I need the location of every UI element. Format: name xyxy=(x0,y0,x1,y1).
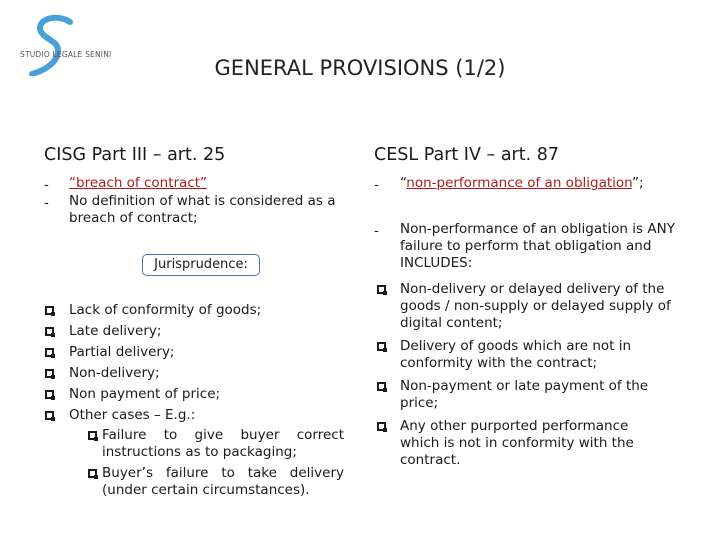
non-performance-link[interactable]: non-performance of an obligation xyxy=(406,175,632,191)
breach-of-contract-link[interactable]: “breach of contract” xyxy=(69,175,208,191)
checkbox-bullet-icon xyxy=(45,348,54,357)
left-dash-item-2: No definition of what is considered as a breach of contract; xyxy=(69,193,336,226)
checkbox-bullet-icon xyxy=(88,469,97,478)
checkbox-bullet-icon xyxy=(45,327,54,336)
right-bullet-1: Non-delivery or delayed delivery of the goods / non-supply or delayed supply of digital content; xyxy=(400,281,671,331)
left-dash-item-1 xyxy=(69,175,349,192)
page-title: GENERAL PROVISIONS (1/2) xyxy=(214,56,506,80)
checkbox-bullet-icon xyxy=(45,306,54,315)
checkbox-bullet-icon xyxy=(377,382,386,391)
right-bullet-3: Non-payment or late payment of the price; xyxy=(400,378,649,411)
left-sub-bullet-1: Failure to give buyer correct instructions as to packaging; xyxy=(102,427,344,460)
right-dash-item-2: Non-performance of an obligation is ANY failure to perform that obligation and INCLUDES: xyxy=(400,221,675,271)
right-bullet-2: Delivery of goods which are not in conformity with the contract; xyxy=(400,338,632,371)
left-bullet-2: Late delivery; xyxy=(69,323,162,339)
right-bullet-4: Any other purported performance which is not in conformity with the contract. xyxy=(400,418,634,468)
checkbox-bullet-icon xyxy=(45,369,54,378)
left-dash-marker-1: - xyxy=(44,177,49,193)
right-dash-marker-2: - xyxy=(374,223,379,239)
checkbox-bullet-icon xyxy=(45,390,54,399)
close-quote: ”; xyxy=(631,175,644,191)
checkbox-bullet-icon xyxy=(377,422,386,431)
open-quote: “ xyxy=(400,175,407,191)
left-dash-marker-2: - xyxy=(44,195,49,211)
left-column-heading: CISG Part III – art. 25 xyxy=(44,145,226,165)
left-bullet-1: Lack of conformity of goods; xyxy=(69,302,262,318)
left-bullet-3: Partial delivery; xyxy=(69,344,175,360)
checkbox-bullet-icon xyxy=(377,285,386,294)
checkbox-bullet-icon xyxy=(45,411,54,420)
left-bullet-5: Non payment of price; xyxy=(69,386,221,402)
left-sub-bullet-2: Buyer’s failure to take delivery (under certain circumstances). xyxy=(102,465,344,498)
jurisprudence-box: Jurisprudence: xyxy=(142,254,260,276)
checkbox-bullet-icon xyxy=(88,431,97,440)
left-bullet-4: Non-delivery; xyxy=(69,365,160,381)
right-dash-item-1 xyxy=(400,175,690,192)
right-column-heading: CESL Part IV – art. 87 xyxy=(374,145,559,165)
right-dash-marker-1: - xyxy=(374,177,379,193)
left-bullet-6: Other cases – E.g.: xyxy=(69,407,196,423)
checkbox-bullet-icon xyxy=(377,342,386,351)
logo-text: STUDIO LEGALE SENINI xyxy=(20,50,112,59)
